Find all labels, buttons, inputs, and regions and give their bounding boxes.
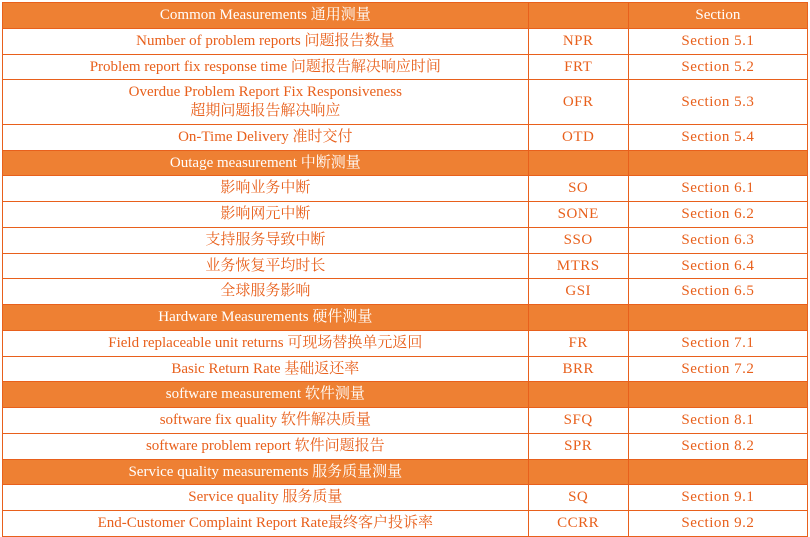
measurement-abbr: SQ [528, 485, 628, 511]
measurement-section: Section 5.2 [628, 54, 807, 80]
measurement-name: 全球服务影响 [3, 279, 529, 305]
measurement-name [3, 80, 529, 125]
section-section [628, 459, 807, 485]
measurement-section: Section 6.1 [628, 176, 807, 202]
section-abbr [528, 305, 628, 331]
section-title: Service quality measurements 服务质量测量 [3, 459, 529, 485]
measurement-name: On-Time Delivery 准时交付 [3, 124, 529, 150]
section-abbr [528, 150, 628, 176]
measurement-abbr: OTD [528, 124, 628, 150]
measurement-section: Section 7.2 [628, 356, 807, 382]
measurement-abbr: SONE [528, 202, 628, 228]
header-cell-section: Section [628, 3, 807, 29]
measurements-table [2, 2, 808, 537]
measurement-abbr: SO [528, 176, 628, 202]
section-header-row [3, 305, 808, 331]
measurement-section: Section 8.1 [628, 408, 807, 434]
measurement-abbr: SPR [528, 433, 628, 459]
measurement-name: Problem report fix response time 问题报告解决响应时间 [3, 54, 529, 80]
section-title: software measurement 软件测量 [3, 382, 529, 408]
measurement-abbr: FR [528, 330, 628, 356]
measurement-section: Section 5.3 [628, 80, 807, 125]
measurement-section: Section 9.2 [628, 511, 807, 537]
table-header-row [3, 3, 808, 29]
section-header-row [3, 459, 808, 485]
table-row [3, 330, 808, 356]
measurement-name-line1: Overdue Problem Report Fix Responsiveness [128, 84, 402, 101]
measurement-abbr: SFQ [528, 408, 628, 434]
section-title: Hardware Measurements 硬件测量 [3, 305, 529, 331]
section-section [628, 305, 807, 331]
table-row [3, 176, 808, 202]
section-section [628, 150, 807, 176]
section-section [628, 382, 807, 408]
header-cell-abbr [528, 3, 628, 29]
measurement-name: Service quality 服务质量 [3, 485, 529, 511]
table-row [3, 356, 808, 382]
measurement-section: Section 6.3 [628, 227, 807, 253]
section-header-row [3, 382, 808, 408]
section-abbr [528, 459, 628, 485]
measurement-abbr: SSO [528, 227, 628, 253]
measurement-name: software problem report 软件问题报告 [3, 433, 529, 459]
measurement-section: Section 5.1 [628, 28, 807, 54]
measurement-abbr: FRT [528, 54, 628, 80]
measurement-name: End-Customer Complaint Report Rate最终客户投诉率 [3, 511, 529, 537]
measurement-abbr: BRR [528, 356, 628, 382]
measurement-abbr: NPR [528, 28, 628, 54]
table-row [3, 28, 808, 54]
measurement-section: Section 8.2 [628, 433, 807, 459]
measurement-name: Basic Return Rate 基础返还率 [3, 356, 529, 382]
measurement-abbr: OFR [528, 80, 628, 125]
measurement-name: 影响业务中断 [3, 176, 529, 202]
table-row [3, 511, 808, 537]
measurement-section: Section 7.1 [628, 330, 807, 356]
table-row [3, 80, 808, 125]
measurement-abbr: MTRS [528, 253, 628, 279]
measurement-section: Section 6.2 [628, 202, 807, 228]
table-row [3, 433, 808, 459]
section-header-row [3, 150, 808, 176]
table-row [3, 408, 808, 434]
table-row [3, 227, 808, 253]
measurement-section: Section 6.5 [628, 279, 807, 305]
measurement-name: Number of problem reports 问题报告数量 [3, 28, 529, 54]
table-row [3, 124, 808, 150]
measurement-section: Section 6.4 [628, 253, 807, 279]
measurement-abbr: GSI [528, 279, 628, 305]
measurement-name: software fix quality 软件解决质量 [3, 408, 529, 434]
table-row [3, 202, 808, 228]
measurement-name-line2: 超期问题报告解决响应 [190, 103, 341, 119]
section-title: Outage measurement 中断测量 [3, 150, 529, 176]
measurement-section: Section 9.1 [628, 485, 807, 511]
measurement-name: 支持服务导致中断 [3, 227, 529, 253]
table-row [3, 485, 808, 511]
table-row [3, 54, 808, 80]
measurement-name: Field replaceable unit returns 可现场替换单元返回 [3, 330, 529, 356]
section-abbr [528, 382, 628, 408]
table-body [3, 3, 808, 537]
table-row [3, 279, 808, 305]
measurement-name: 影响网元中断 [3, 202, 529, 228]
measurement-name: 业务恢复平均时长 [3, 253, 529, 279]
measurement-abbr: CCRR [528, 511, 628, 537]
table-row [3, 253, 808, 279]
header-cell-name: Common Measurements 通用测量 [3, 3, 529, 29]
measurement-section: Section 5.4 [628, 124, 807, 150]
